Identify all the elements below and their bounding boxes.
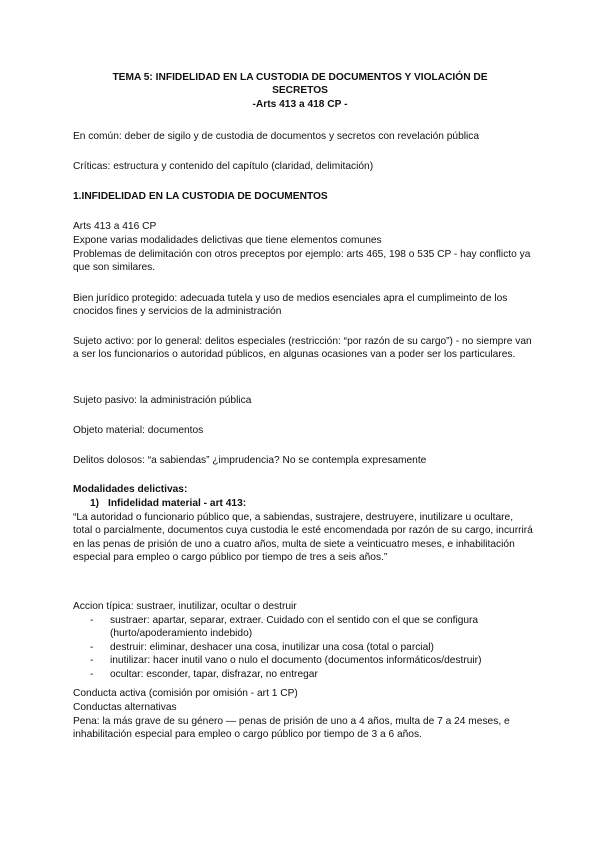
article-413-quote: “La autoridad o funcionario público que, a sabiendas, sustrajere, destruyere, inutilizare u ocultare, total o parcialmente, documentos cuya custodia le esté encomendada por razón de su cargo, incurrirá en las penas de prisión de uno a cuatro años, multa de siete a veinticuatro meses, e inhabilitación especial para empleo o cargo público por tiempo de tres a seis años.”: [73, 512, 533, 564]
bien-juridico-paragraph: Bien jurídico protegido: adecuada tutela y uso de medios esenciales apra el cumplimeinto de los cnocidos fines y servicios de la administración: [73, 293, 508, 318]
modalidades-heading: Modalidades delictivas:: [73, 484, 188, 495]
sujeto-pasivo-paragraph: Sujeto pasivo: la administración pública: [73, 395, 252, 406]
list-item: - sustraer: apartar, separar, extraer. Cuidado con el sentido con el que se configura (hurto/apoderamiento indebido): [90, 615, 479, 640]
section-1-heading: 1.INFIDELIDAD EN LA CUSTODIA DE DOCUMENTOS: [73, 191, 328, 202]
conducta-activa-line: Conducta activa (comisión por omisión - art 1 CP): [73, 688, 298, 699]
objeto-material-paragraph: Objeto material: documentos: [73, 425, 204, 436]
pena-paragraph: Pena: la más grave de su género — penas de prisión de uno a 4 años, multa de 7 a 24 meses, e inhabilitación especial para empleo o cargo público por tiempo de 3 a 6 años.: [73, 716, 510, 741]
comun-paragraph: En común: deber de sigilo y de custodia de documentos y secretos con revelación pública: [73, 131, 480, 142]
title-line-3: -Arts 413 a 418 CP -: [252, 98, 348, 110]
modalidad-1-art: - art 413:: [200, 498, 247, 509]
delitos-dolosos-paragraph: Delitos dolosos: “a sabiendas” ¿imprudencia? No se contempla expresamente: [73, 455, 427, 466]
modalidad-1-label: Infidelidad material: [108, 498, 201, 509]
criticas-paragraph: Críticas: estructura y contenido del capítulo (claridad, delimitación): [73, 161, 374, 172]
sujeto-activo-paragraph: Sujeto activo: por lo general: delitos especiales (restricción: “por razón de su cargo”) - no siempre van a ser los funcionarios o autoridad públicos, en algunas ocasiones van a poder ser los particulares.: [73, 336, 532, 361]
expone-line: Expone varias modalidades delictivas que tiene elementos comunes: [73, 235, 382, 246]
title-line-2: SECRETOS: [272, 85, 328, 97]
arts-line: Arts 413 a 416 CP: [73, 221, 157, 232]
document-title: [80, 71, 520, 111]
list-item: - inutilizar: hacer inutil vano o nulo el documento (documentos informáticos/destruir): [90, 655, 482, 667]
title-line-1: TEMA 5: INFIDELIDAD EN LA CUSTODIA DE DOCUMENTOS Y VIOLACIÓN DE: [112, 72, 488, 83]
conductas-alternativas-line: Conductas alternativas: [73, 702, 177, 713]
list-item: - ocultar: esconder, tapar, disfrazar, no entregar: [90, 668, 318, 680]
modalidad-1-heading: [90, 497, 246, 510]
acciones-list: [90, 614, 520, 681]
list-item: - destruir: eliminar, deshacer una cosa, inutilizar una cosa (total o parcial): [90, 641, 434, 653]
modalidad-1-number: 1): [90, 498, 100, 509]
accion-tipica-line: Accion típica: sustraer, inutilizar, ocultar o destruir: [73, 601, 297, 612]
problemas-paragraph: Problemas de delimitación con otros preceptos por ejemplo: arts 465, 198 o 535 CP - hay conflicto ya que son similares.: [73, 249, 531, 274]
